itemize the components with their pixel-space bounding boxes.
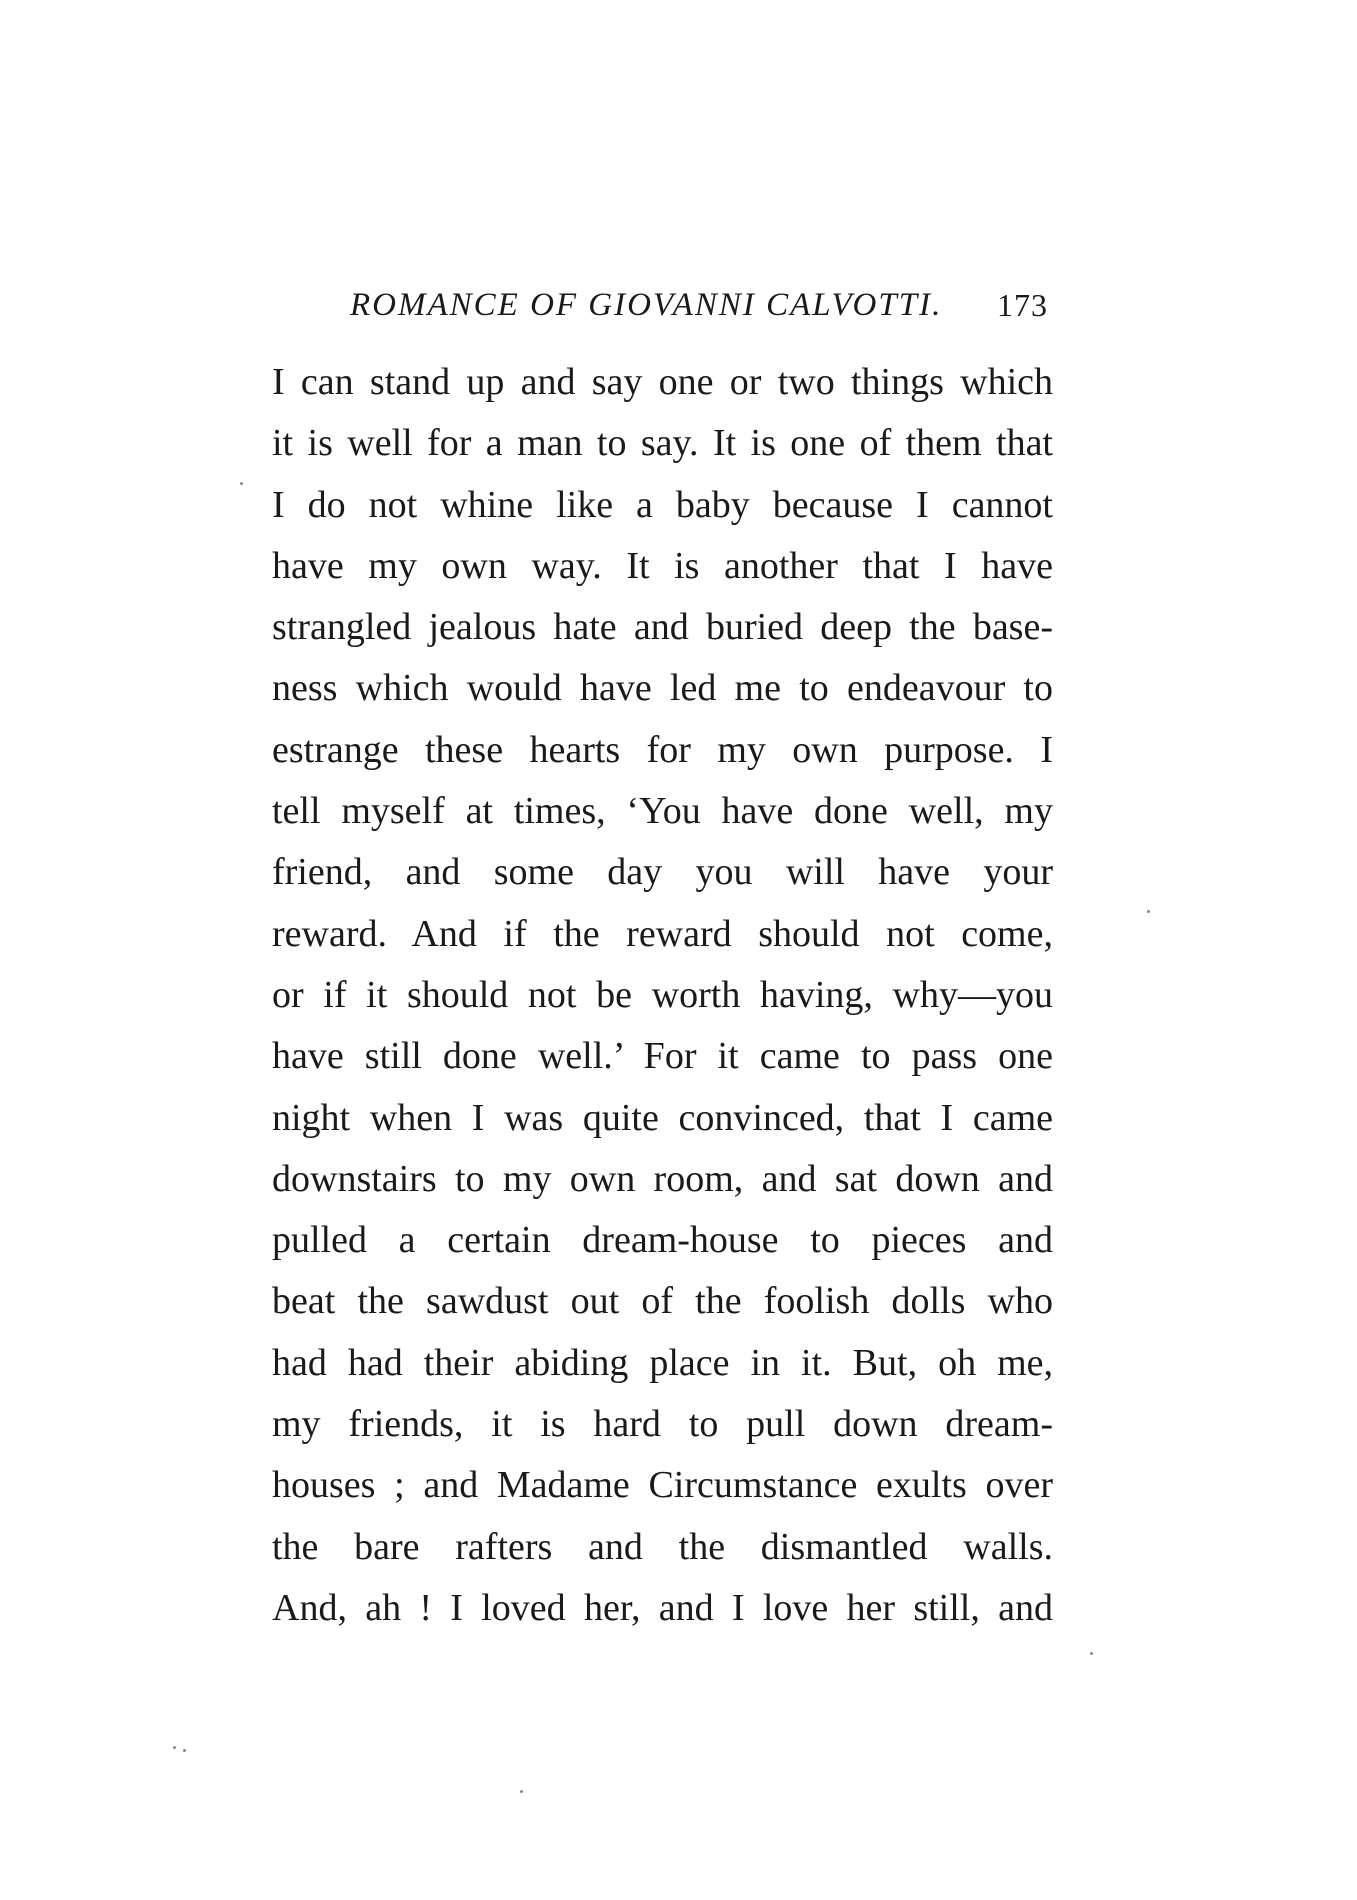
text-line: houses ; and Madame Circumstance exults over	[272, 1464, 1053, 1507]
text-line: pulled a certain dream-house to pieces and	[272, 1219, 1053, 1262]
scan-speck	[183, 1749, 186, 1752]
text-line: have my own way. It is another that I have	[272, 544, 1053, 587]
text-line: ness which would have led me to endeavour to	[272, 667, 1053, 710]
text-line: downstairs to my own room, and sat down and	[272, 1157, 1053, 1200]
text-line: my friends, it is hard to pull down dream-	[272, 1403, 1053, 1446]
body-text	[272, 352, 1053, 1639]
text-line: friend, and some day you will have your	[272, 851, 1053, 894]
page-number: 173	[997, 287, 1048, 323]
text-line: estrange these hearts for my own purpose. I	[272, 728, 1053, 771]
text-line: or if it should not be worth having, why—you	[272, 973, 1053, 1016]
running-head-title: ROMANCE OF GIOVANNI CALVOTTI.	[350, 287, 943, 323]
text-line: And, ah ! I loved her, and I love her still, and	[272, 1586, 1053, 1629]
text-line: night when I was quite convinced, that I came	[272, 1096, 1053, 1139]
text-line: have still done well.’ For it came to pass one	[272, 1035, 1053, 1078]
text-line: the bare rafters and the dismantled walls.	[272, 1525, 1053, 1568]
text-line: it is well for a man to say. It is one of them that	[272, 422, 1053, 465]
text-line: tell myself at times, ‘You have done well, my	[272, 790, 1053, 833]
scan-speck	[173, 1746, 176, 1749]
text-line: I can stand up and say one or two things which	[272, 361, 1053, 403]
text-line: had had their abiding place in it. But, oh me,	[272, 1341, 1053, 1384]
scan-speck	[1090, 1652, 1093, 1655]
scan-speck	[240, 482, 243, 485]
text-line: beat the sawdust out of the foolish dolls who	[272, 1280, 1053, 1323]
text-line: I do not whine like a baby because I cannot	[272, 483, 1053, 526]
text-line: strangled jealous hate and buried deep the base-	[272, 606, 1053, 649]
scan-speck	[1147, 910, 1150, 913]
scan-speck	[520, 1790, 523, 1793]
text-line: reward. And if the reward should not come,	[272, 912, 1053, 955]
